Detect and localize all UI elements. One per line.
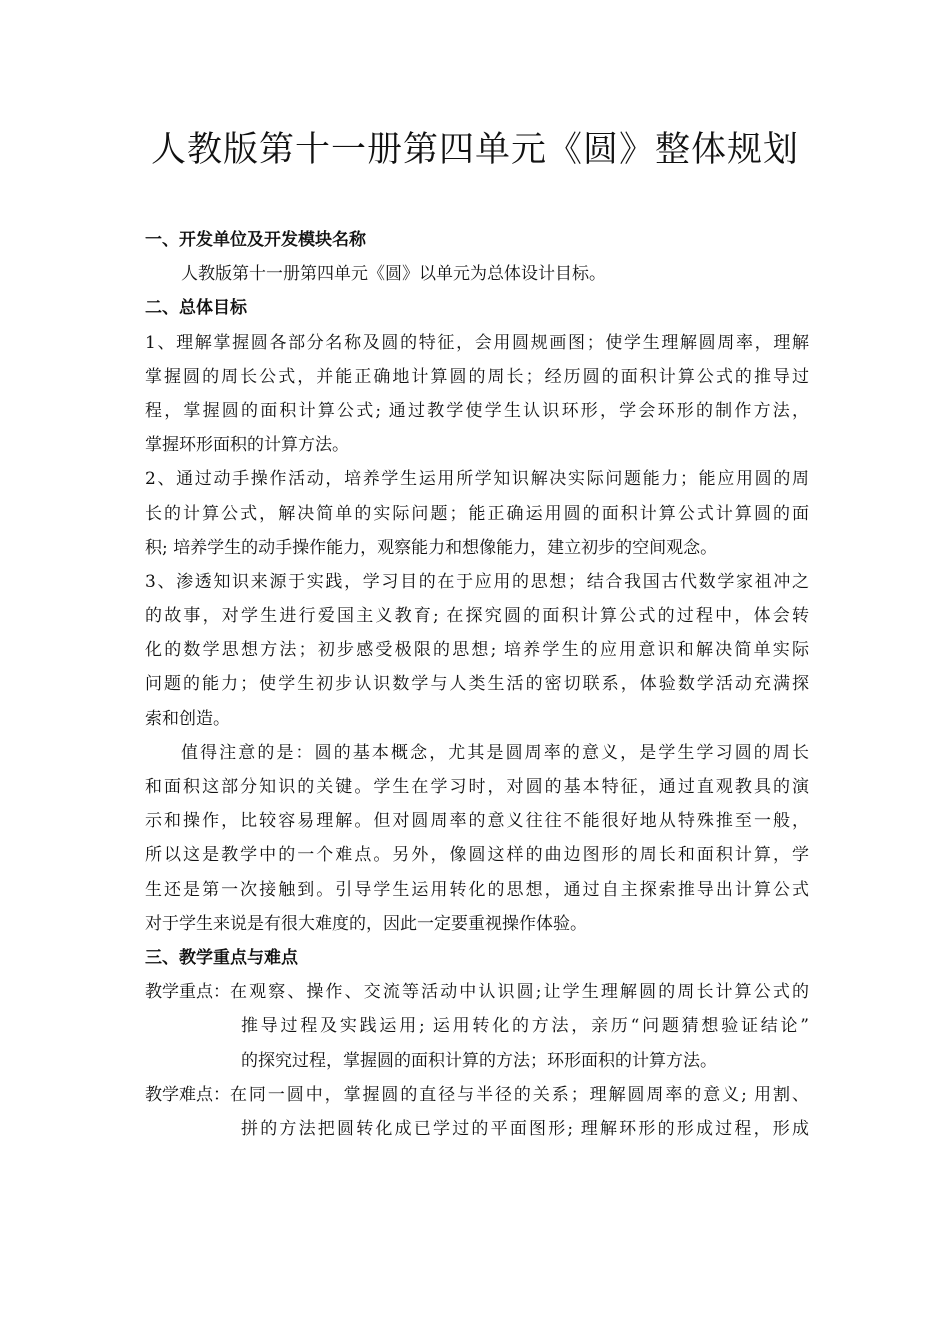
paragraph-line: 长的计算公式，解决简单的实际问题；能正确运用圆的面积计算公式计算圆的面 xyxy=(145,503,809,524)
paragraph-line: 2、通过动手操作活动，培养学生运用所学知识解决实际问题能力；能应用圆的周 xyxy=(145,469,809,490)
paragraph-line: 生还是第一次接触到。引导学生运用转化的思想，通过自主探索推导出计算公式 xyxy=(145,879,809,900)
paragraph-line: 积; 培养学生的动手操作能力，观察能力和想像能力，建立初步的空间观念。 xyxy=(145,537,718,558)
key-points-line: 推导过程及实践运用; 运用转化的方法，亲历“问题猜想验证结论” xyxy=(241,1016,809,1037)
section-heading-3: 三、教学重点与难点 xyxy=(145,947,298,968)
key-points-first-line xyxy=(145,975,809,1009)
paragraph-line: 人教版第十一册第四单元《圆》以单元为总体设计目标。 xyxy=(181,264,606,285)
document-title: 人教版第十一册第四单元《圆》整体规划 xyxy=(150,130,799,170)
key-points-text: 在观察、操作、交流等活动中认识圆;让学生理解圆的周长计算公式的 xyxy=(230,982,809,1003)
key-points-label: 教学重点： xyxy=(145,982,230,1003)
document-body xyxy=(145,223,809,1146)
difficulties-text: 在同一圆中，掌握圆的直径与半径的关系；理解圆周率的意义; 用割、 xyxy=(230,1084,809,1105)
difficulties-line: 拼的方法把圆转化成已学过的平面图形; 理解环形的形成过程，形成 xyxy=(241,1118,809,1139)
paragraph-line: 对于学生来说是有很大难度的，因此一定要重视操作体验。 xyxy=(145,913,587,934)
paragraph-line: 的故事，对学生进行爱国主义教育; 在探究圆的面积计算公式的过程中，体会转 xyxy=(145,606,809,627)
section-heading-1: 一、开发单位及开发模块名称 xyxy=(145,230,366,250)
paragraph-line: 1、理解掌握圆各部分名称及圆的特征，会用圆规画图；使学生理解圆周率，理解 xyxy=(145,332,809,353)
paragraph-line: 程，掌握圆的面积计算公式; 通过教学使学生认识环形，学会环形的制作方法， xyxy=(145,400,809,421)
paragraph-line: 和面积这部分知识的关键。学生在学习时，对圆的基本特征，通过直观教具的演 xyxy=(145,777,809,797)
paragraph-line: 掌握环形面积的计算方法。 xyxy=(145,435,349,456)
paragraph-line: 索和创造。 xyxy=(145,708,230,729)
paragraph-line: 问题的能力；使学生初步认识数学与人类生活的密切联系，体验数学活动充满探 xyxy=(145,674,809,695)
paragraph-line: 化的数学思想方法；初步感受极限的思想; 培养学生的应用意识和解决简单实际 xyxy=(145,640,809,661)
paragraph-line: 所以这是教学中的一个难点。另外，像圆这样的曲边图形的周长和面积计算，学 xyxy=(145,845,809,866)
paragraph-line: 值得注意的是：圆的基本概念，尤其是圆周率的意义，是学生学习圆的周长 xyxy=(181,742,809,763)
key-points-line: 的探究过程，掌握圆的面积计算的方法；环形面积的计算方法。 xyxy=(241,1050,717,1071)
paragraph-line: 示和操作，比较容易理解。但对圆周率的意义往往不能很好地从特殊推至一般， xyxy=(145,811,809,832)
difficulties-label: 教学难点： xyxy=(145,1084,230,1105)
paragraph-line: 掌握圆的周长公式，并能正确地计算圆的周长；经历圆的面积计算公式的推导过 xyxy=(145,366,809,387)
difficulties-first-line xyxy=(145,1078,809,1112)
paragraph-line: 3、渗透知识来源于实践，学习目的在于应用的思想；结合我国古代数学家祖冲之 xyxy=(145,571,809,592)
section-heading-2: 二、总体目标 xyxy=(145,298,247,319)
